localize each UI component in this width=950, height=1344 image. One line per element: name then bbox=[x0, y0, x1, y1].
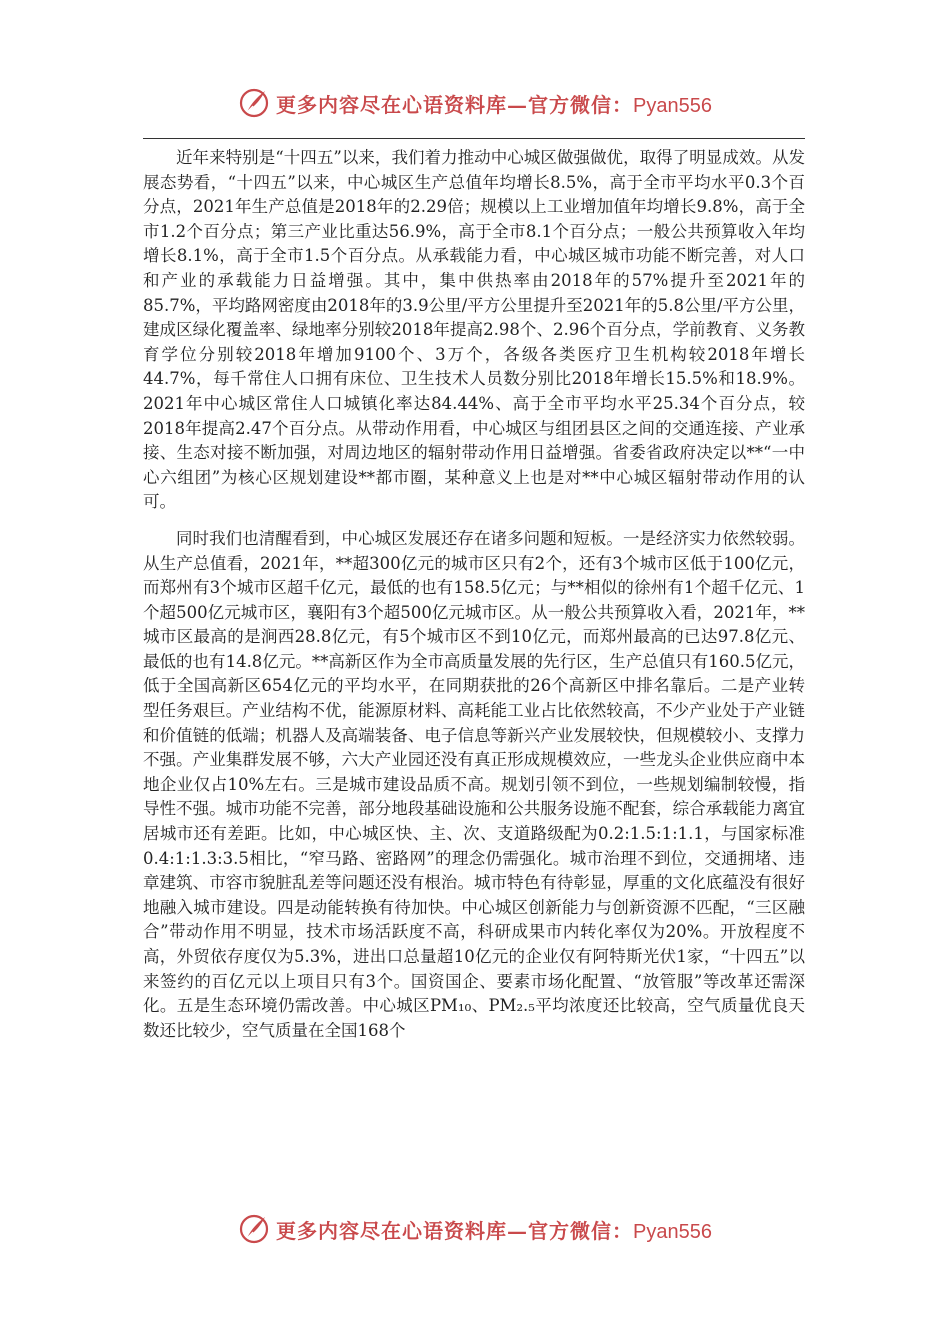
banner-text bbox=[276, 1215, 712, 1244]
quill-pen-logo-icon bbox=[238, 87, 270, 119]
banner-label: 更多内容尽在心语资料库—官方微信： bbox=[276, 1218, 634, 1243]
paragraph-achievements: 近年来特别是“十四五”以来，我们着力推动中心城区做强做优，取得了明显成效。从发展态势看，“十四五”以来，中心城区生产总值年均增长8.5%，高于全市平均水平0.3个百分点，2021年生产总值是2018年的2.29倍；规模以上工业增加值年均增长9.8%，高于全市1.2个百分点；第三产业比重达56.9%，高于全市8.1个百分点；一般公共预算收入年均增长8.1%，高于全市1.5个百分点。从承载能力看，中心城区城市功能不断完善，对人口和产业的承载能力日益增强。其中，集中供热率由2018年的57%提升至2021年的85.7%，平均路网密度由2018年的3.9公里/平方公里提升至2021年的5.8公里/平方公里，建成区绿化覆盖率、绿地率分别较2018年提高2.98个、2.96个百分点，学前教育、义务教育学位分别较2018年增加9100个、3万个，各级各类医疗卫生机构较2018年增长44.7%，每千常住人口拥有床位、卫生技术人员数分别比2018年增长15.5%和18.9%。2021年中心城区常住人口城镇化率达84.44%、高于全市平均水平25.34个百分点，较2018年提高2.47个百分点。从带动作用看，中心城区与组团县区之间的交通连接、产业承接、生态对接不断加强，对周边地区的辐射带动作用日益增强。省委省政府决定以**“一中心六组团”为核心区规划建设**都市圈，某种意义上也是对**中心城区辐射带动作用的认可。 bbox=[143, 148, 805, 512]
banner-text bbox=[276, 89, 712, 118]
banner-wechat-id: Pyan556 bbox=[633, 1220, 712, 1243]
quill-pen-logo-icon bbox=[238, 1213, 270, 1245]
paragraph-problems: 同时我们也清醒看到，中心城区发展还存在诸多问题和短板。一是经济实力依然较弱。从生产总值看，2021年，**超300亿元的城市区只有2个，还有3个城市区低于100亿元，而郑州有3个城市区超千亿元，最低的也有158.5亿元；与**相似的徐州有1个超千亿元、1个超500亿元城市区，襄阳有3个超500亿元城市区。从一般公共预算收入看，2021年，**城市区最高的是涧西28.8亿元，有5个城市区不到10亿元，而郑州最高的已达97.8亿元、最低的也有14.8亿元。**高新区作为全市高质量发展的先行区，生产总值只有160.5亿元，低于全国高新区654亿元的平均水平，在同期获批的26个高新区中排名靠后。二是产业转型任务艰巨。产业结构不优，能源原材料、高耗能工业占比依然较高，不少产业处于产业链和价值链的低端；机器人及高端装备、电子信息等新兴产业发展较快，但规模较小、支撑力不强。产业集群发展不够，六大产业园还没有真正形成规模效应，一些龙头企业供应商中本地企业仅占10%左右。三是城市建设品质不高。规划引领不到位，一些规划编制较慢，指导性不强。城市功能不完善，部分地段基础设施和公共服务设施不配套，综合承载能力离宜居城市还有差距。比如，中心城区快、主、次、支道路级配为0.2:1.5:1:1.1，与国家标准0.4:1:1.3:3.5相比，“窄马路、密路网”的理念仍需强化。城市治理不到位，交通拥堵、违章建筑、市容市貌脏乱差等问题还没有根治。城市特色有待彰显，厚重的文化底蕴没有很好地融入城市建设。四是动能转换有待加快。中心城区创新能力与创新资源不匹配，“三区融合”带动作用不明显，技术市场活跃度不高，科研成果市内转化率仅为20%。开放程度不高，外贸依存度仅为5.3%，进出口总量超10亿元的企业仅有阿特斯光伏1家，“十四五”以来签约的百亿元以上项目只有3个。国资国企、要素市场化配置、“放管服”等改革还需深化。五是生态环境仍需改善。中心城区PM₁₀、PM₂.₅平均浓度还比较高，空气质量优良天数还比较少，空气质量在全国168个 bbox=[143, 528, 805, 1040]
header-banner bbox=[0, 80, 950, 126]
header-divider bbox=[143, 138, 805, 139]
banner-label: 更多内容尽在心语资料库—官方微信： bbox=[276, 92, 634, 117]
footer-banner bbox=[0, 1206, 950, 1252]
document-body bbox=[143, 146, 805, 1043]
banner-wechat-id: Pyan556 bbox=[633, 94, 712, 117]
